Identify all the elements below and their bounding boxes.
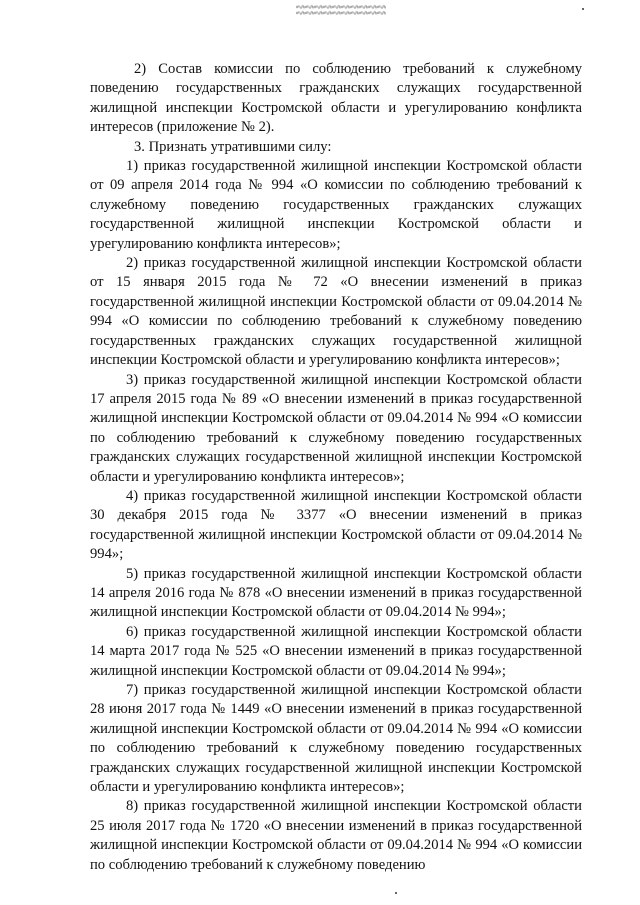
document-body [90,60,582,875]
repeal-item-5: 5) приказ государственной жилищной инспекции Костромской области 14 апреля 2016 года № 878 «О внесении изменений в приказ государственной жилищной инспекции Костромской области от 09.04.2014 № 994»; [90,565,582,621]
repeal-item-1: 1) приказ государственной жилищной инспекции Костромской области от 09 апреля 2014 года № 994 «О комиссии по соблюдению требований к служебному поведению государственных гражданских служащих государственной жилищной инспекции Костромской области и урегулированию конфликта интересов»; [90,158,582,252]
repeal-item-2: 2) приказ государственной жилищной инспекции Костромской области от 15 января 2015 года № 72 «О внесении изменений в приказ государственной жилищной инспекции Костромской области от 09.04.2014 № 994 «О комиссии по соблюдению требований к служебному поведению государственных гражданских служащих государственной жилищной инспекции Костромской области и урегулированию конфликта интересов»; [90,255,582,369]
scan-speck [582,8,584,10]
repeal-item-4: 4) приказ государственной жилищной инспекции Костромской области 30 декабря 2015 года № 3377 «О внесении изменений в приказ государственной жилищной инспекции Костромской области от 09.04.2014 № 994»; [90,487,582,563]
repeal-item-8: 8) приказ государственной жилищной инспекции Костромской области 25 июля 2017 года № 1720 «О внесении изменений в приказ государственной жилищной инспекции Костромской области от 09.04.2014 № 994 «О комиссии по соблюдению требований к служебному поведению [90,798,582,873]
paragraph-composition: 2) Состав комиссии по соблюдению требований к служебному поведению государственных гражданских служащих государственной жилищной инспекции Костромской области и урегулированию конфликта интересов (приложение № 2). [90,61,582,136]
repeal-item-7: 7) приказ государственной жилищной инспекции Костромской области 28 июня 2017 года № 1449 «О внесении изменений в приказ государственной жилищной инспекции Костромской области от 09.04.2014 № 994 «О комиссии по соблюдению требований к служебному поведению государственных гражданских служащих государственной жилищной инспекции Костромской области и урегулированию конфликта интересов»; [90,682,582,796]
repeal-item-6: 6) приказ государственной жилищной инспекции Костромской области 14 марта 2017 года № 525 «О внесении изменений в приказ государственной жилищной инспекции Костромской области от 09.04.2014 № 994»; [90,623,582,679]
paragraph-repeal-heading: 3. Признать утратившими силу: [134,138,332,155]
repeal-item-3: 3) приказ государственной жилищной инспекции Костромской области 17 апреля 2015 года № 89 «О внесении изменений в приказ государственной жилищной инспекции Костромской области от 09.04.2014 № 994 «О комиссии по соблюдению требований к служебному поведению государственных гражданских служащих государственной жилищной инспекции Костромской области и урегулированию конфликта интересов»; [90,371,582,485]
scan-artifact [296,4,386,16]
scan-speck [395,892,397,894]
